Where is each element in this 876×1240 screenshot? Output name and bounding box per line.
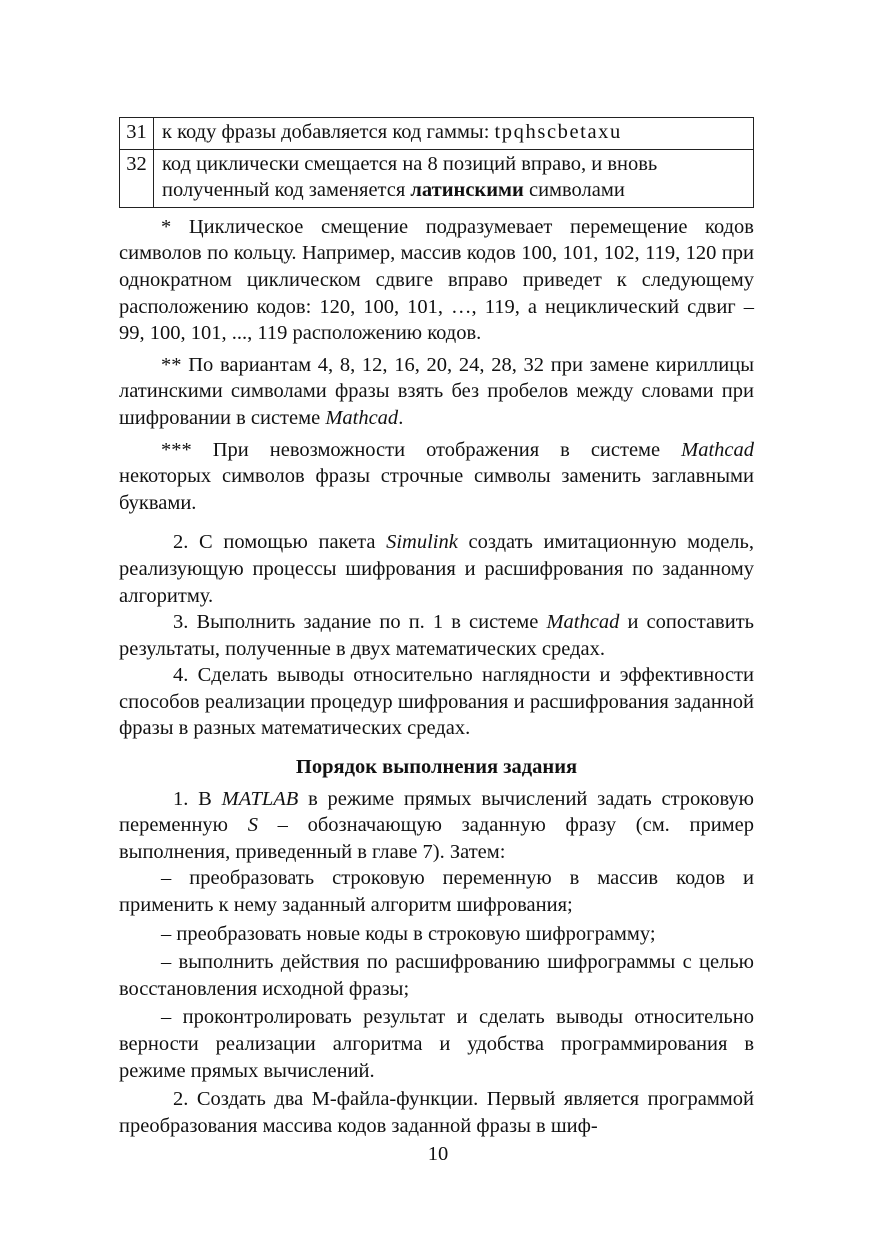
page-content <box>119 117 754 1139</box>
footnote-1: * Циклическое смещение подразумевает перемещение кодов символов по кольцу. Например, массив кодов 100, 101, 102, 119, 120 при однократном циклическом сдвиге вправо приведет к следующему расположению кодов: 120, 100, 101, …, 119, а нециклический сдвиг – 99, 100, 101, ..., 119 расположению кодов. <box>119 215 754 345</box>
list-item: – преобразовать новые коды в строковую шифрограмму; <box>161 922 656 945</box>
footnote-3 <box>119 437 754 517</box>
variant-text-end: символами <box>523 179 625 202</box>
step-2: 2. Создать два М-файла-функции. Первый является программой преобразования массива кодов заданной фразы в шиф- <box>119 1088 754 1137</box>
step-1-matlab: MATLAB <box>221 787 299 810</box>
task-4: 4. Сделать выводы относительно наглядности и эффективности способов реализации процедур шифрования и расшифрования заданной фразы в разных математических средах. <box>119 664 754 740</box>
footnote-2 <box>119 352 754 432</box>
variant-text: к коду фразы добавляется код гаммы: <box>162 121 495 143</box>
variant-number: 31 <box>120 118 154 150</box>
step-1-text-2: в режиме прямых вычислений задать строковую переменную <box>119 787 754 837</box>
list-item: – преобразовать строковую переменную в массив кодов и применить к нему заданный алгоритм шифрования; <box>119 867 754 917</box>
task-2-text: 2. С помощью пакета <box>173 531 387 554</box>
footnote-2-mathcad: Mathcad <box>325 406 399 429</box>
step-1-end: – обозначающую заданную фразу (см. пример выполнения, приведенный в главе 7). Затем: <box>119 814 754 863</box>
task-2-simulink: Simulink <box>386 531 458 554</box>
list-item: – выполнить действия по расшифрованию шифрограммы с целью восстановления исходной фразы; <box>119 951 754 1000</box>
variant-number: 32 <box>120 149 154 207</box>
variant-text: код циклически смещается на 8 позиций вправо, и вновь полученный код заменяется <box>162 152 658 202</box>
footnote-3-text: *** При невозможности отображения в системе <box>161 438 682 461</box>
table-row <box>120 118 754 150</box>
gamma-code: tpqhscbetaxu <box>494 121 622 143</box>
step-1-variable: S <box>247 814 258 837</box>
step-1 <box>119 786 754 866</box>
footnote-3-end: некоторых символов фразы строчные символы заменить заглавными буквами. <box>119 465 754 514</box>
table-row <box>120 149 754 207</box>
variant-description <box>154 149 754 207</box>
task-3-end: и сопоставить результаты, полученные в двух математических средах. <box>119 611 755 660</box>
spacer <box>119 521 754 529</box>
footnote-2-text: ** По вариантам 4, 8, 12, 16, 20, 24, 28, 32 при замене кириллицы латинскими символами фразы взять без пробелов между словами при шифровании в системе <box>119 353 754 429</box>
footnote-3-mathcad: Mathcad <box>681 438 754 461</box>
task-2-end: создать имитационную модель, реализующую процессы шифрования и расшифрования по заданному алгоритму. <box>119 531 754 607</box>
step-1-text: 1. В <box>173 787 222 810</box>
task-3-mathcad: Mathcad <box>546 611 620 634</box>
page-number: 10 <box>427 1143 449 1165</box>
variant-description <box>154 118 754 150</box>
variants-table <box>119 117 754 208</box>
task-3-text: 3. Выполнить задание по п. 1 в системе <box>173 611 547 634</box>
list-item: – проконтролировать результат и сделать выводы относительно верности реализации алгоритма и удобства программирования в режиме прямых вычислений. <box>119 1006 754 1082</box>
task-3 <box>119 609 754 662</box>
footnote-2-end: . <box>398 406 404 429</box>
variant-text-bold: латинскими <box>410 179 524 202</box>
section-heading: Порядок выполнения задания <box>295 756 578 779</box>
task-2 <box>119 529 754 609</box>
